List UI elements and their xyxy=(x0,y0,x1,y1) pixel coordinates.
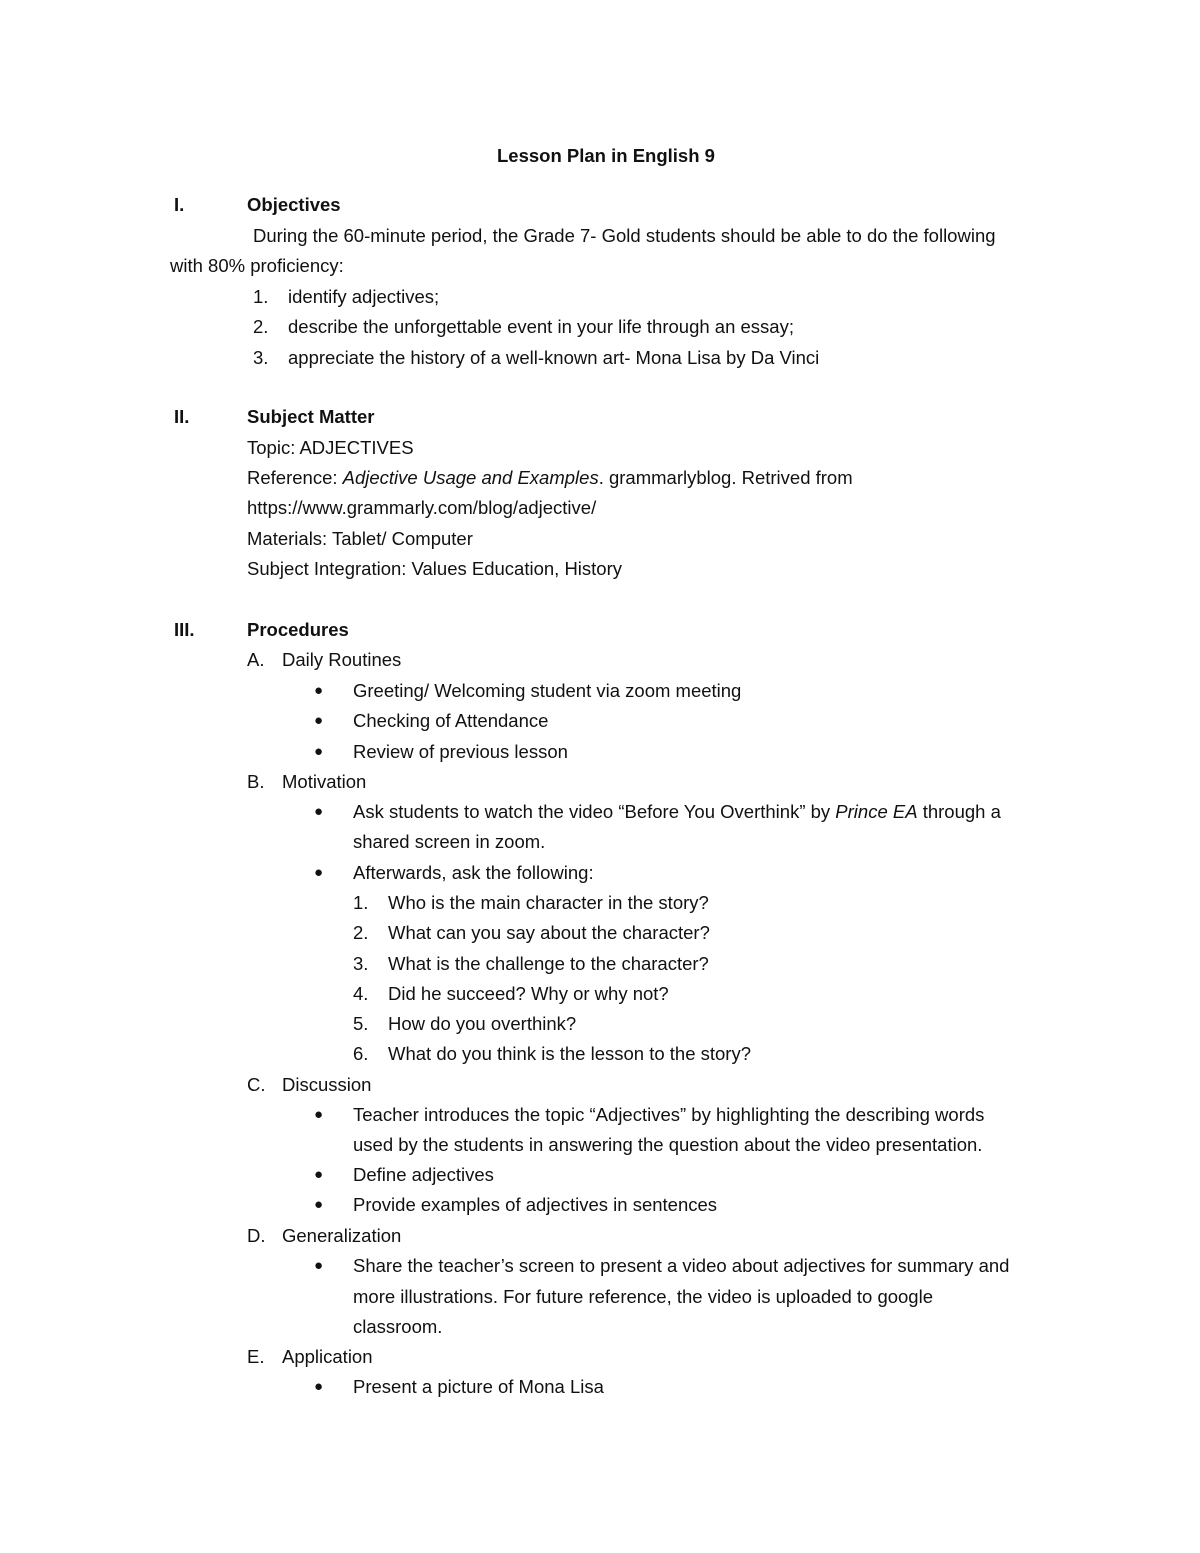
list-number: 4. xyxy=(353,983,369,1004)
objective-item: describe the unforgettable event in your life through an essay; xyxy=(288,316,794,337)
question-item: Did he succeed? Why or why not? xyxy=(388,983,669,1004)
section-heading-subject-matter: Subject Matter xyxy=(247,406,375,427)
reference-label: Reference: xyxy=(247,467,343,488)
reference-source: . grammarlyblog. Retrived from xyxy=(598,467,853,488)
bullet-item: Afterwards, ask the following: xyxy=(353,862,594,883)
subsection-letter: C. xyxy=(247,1074,266,1095)
bullet-item: Share the teacher’s screen to present a video about adjectives for summary and xyxy=(353,1255,1010,1276)
bullet-item: Provide examples of adjectives in sentences xyxy=(353,1194,718,1215)
materials-line: Materials: Tablet/ Computer xyxy=(247,528,473,549)
bullet-text-italic: Prince EA xyxy=(835,801,918,822)
question-item: Who is the main character in the story? xyxy=(388,892,709,913)
list-number: 6. xyxy=(353,1043,369,1064)
bullet-icon: ● xyxy=(314,1378,324,1395)
bullet-item: Define adjectives xyxy=(353,1164,494,1185)
question-item: What is the challenge to the character? xyxy=(388,953,709,974)
objective-item: identify adjectives; xyxy=(288,286,440,307)
question-item: What can you say about the character? xyxy=(388,922,710,943)
list-number: 5. xyxy=(353,1013,369,1034)
list-number: 3. xyxy=(353,953,369,974)
subsection-letter: E. xyxy=(247,1346,265,1367)
bullet-icon: ● xyxy=(314,803,324,820)
bullet-icon: ● xyxy=(314,1257,324,1274)
subsection-generalization: Generalization xyxy=(282,1225,402,1246)
bullet-icon: ● xyxy=(314,743,324,760)
bullet-item-cont: shared screen in zoom. xyxy=(353,831,546,852)
bullet-item: Review of previous lesson xyxy=(353,741,568,762)
subsection-letter: D. xyxy=(247,1225,266,1246)
bullet-icon: ● xyxy=(314,1106,324,1123)
bullet-item: Teacher introduces the topic “Adjectives” by highlighting the describing words xyxy=(353,1104,985,1125)
subsection-daily-routines: Daily Routines xyxy=(282,649,402,670)
bullet-item-cont: more illustrations. For future reference, the video is uploaded to google xyxy=(353,1286,933,1307)
question-item: How do you overthink? xyxy=(388,1013,577,1034)
integration-line: Subject Integration: Values Education, History xyxy=(247,558,623,579)
bullet-item: Present a picture of Mona Lisa xyxy=(353,1376,604,1397)
bullet-item: Checking of Attendance xyxy=(353,710,549,731)
list-number: 2. xyxy=(353,922,369,943)
list-number: 1. xyxy=(353,892,369,913)
list-number: 3. xyxy=(253,347,269,368)
bullet-text: through a xyxy=(917,801,1001,822)
objective-item: appreciate the history of a well-known art- Mona Lisa by Da Vinci xyxy=(288,347,820,368)
subsection-discussion: Discussion xyxy=(282,1074,372,1095)
subsection-letter: B. xyxy=(247,771,265,792)
subsection-letter: A. xyxy=(247,649,265,670)
bullet-icon: ● xyxy=(314,864,324,881)
section-heading-procedures: Procedures xyxy=(247,619,349,640)
objectives-intro: During the 60-minute period, the Grade 7- Gold students should be able to do the following xyxy=(253,225,996,246)
bullet-item xyxy=(353,800,1001,824)
subsection-motivation: Motivation xyxy=(282,771,367,792)
section-numeral: III. xyxy=(174,619,195,640)
topic-line: Topic: ADJECTIVES xyxy=(247,437,414,458)
bullet-item: Greeting/ Welcoming student via zoom meeting xyxy=(353,680,742,701)
bullet-icon: ● xyxy=(314,1166,324,1183)
question-item: What do you think is the lesson to the story? xyxy=(388,1043,751,1064)
section-numeral: I. xyxy=(174,194,185,215)
list-number: 1. xyxy=(253,286,269,307)
bullet-text: Ask students to watch the video “Before You Overthink” by xyxy=(353,801,836,822)
bullet-icon: ● xyxy=(314,712,324,729)
reference-title: Adjective Usage and Examples xyxy=(342,467,599,488)
section-numeral: II. xyxy=(174,406,190,427)
reference-line xyxy=(247,466,853,490)
subsection-application: Application xyxy=(282,1346,373,1367)
page-title: Lesson Plan in English 9 xyxy=(497,145,715,166)
bullet-item-cont: used by the students in answering the question about the video presentation. xyxy=(353,1134,983,1155)
bullet-icon: ● xyxy=(314,1196,324,1213)
bullet-icon: ● xyxy=(314,682,324,699)
bullet-item-cont: classroom. xyxy=(353,1316,443,1337)
reference-url: https://www.grammarly.com/blog/adjective/ xyxy=(247,497,597,518)
section-heading-objectives: Objectives xyxy=(247,194,341,215)
list-number: 2. xyxy=(253,316,269,337)
objectives-intro-cont: with 80% proficiency: xyxy=(170,255,344,276)
